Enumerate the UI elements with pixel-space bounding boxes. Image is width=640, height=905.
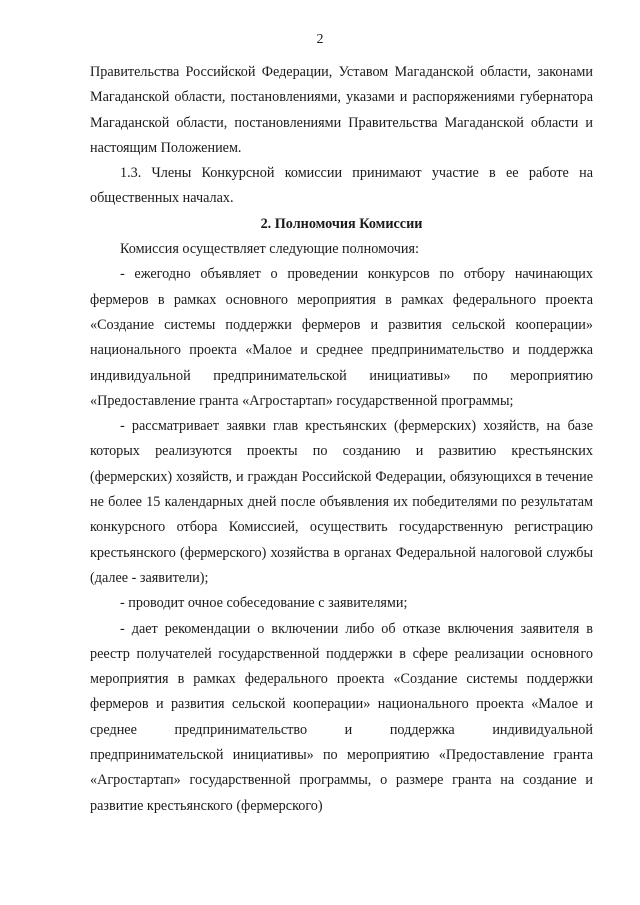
document-body [90,60,593,819]
section-heading: 2. Полномочия Комиссии [260,215,423,232]
list-item: - проводит очное собеседование с заявителями; [120,595,408,612]
page-number: 2 [316,32,324,47]
section-intro: Комиссия осуществляет следующие полномочия: [120,241,419,258]
paragraph-1-3: 1.3. Члены Конкурсной комиссии принимают участие в ее работе на общественных началах. [90,165,593,207]
paragraph-continuation: Правительства Российской Федерации, Уставом Магаданской области, законами Магаданской области, постановлениями, указами и распоряжениями губернатора Магаданской области, постановлениями Правительства Магаданской области и настоящим Положением. [90,64,593,156]
list-item: - рассматривает заявки глав крестьянских (фермерских) хозяйств, на базе которых реализуются проекты по созданию и развитию крестьянских (фермерских) хозяйств, и граждан Российской Федерации, обязующихся в течение не более 15 календарных дней после объявления их победителями по результатам конкурсного отбора Комиссией, осуществить государственную регистрацию крестьянского (фермерского) хозяйства в органах Федеральной налоговой службы (далее - заявители); [90,418,593,586]
list-item: - дает рекомендации о включении либо об отказе включения заявителя в реестр получателей государственной поддержки в сфере реализации основного мероприятия в рамках федерального проекта «Создание системы поддержки фермеров и развития сельской кооперации» национального проекта «Малое и среднее предпринимательство и поддержка индивидуальной предпринимательской инициативы» по мероприятию «Предоставление гранта «Агростартап» государственной программы, о размере гранта на создание и развитие крестьянского (фермерского) [90,620,593,814]
list-item: - ежегодно объявляет о проведении конкурсов по отбору начинающих фермеров в рамках основного мероприятия в рамках федерального проекта «Создание системы поддержки фермеров и развития сельской кооперации» национального проекта «Малое и среднее предпринимательство и поддержка индивидуальной предпринимательской инициативы» по мероприятию «Предоставление гранта «Агростартап» государственной программы; [90,266,593,409]
